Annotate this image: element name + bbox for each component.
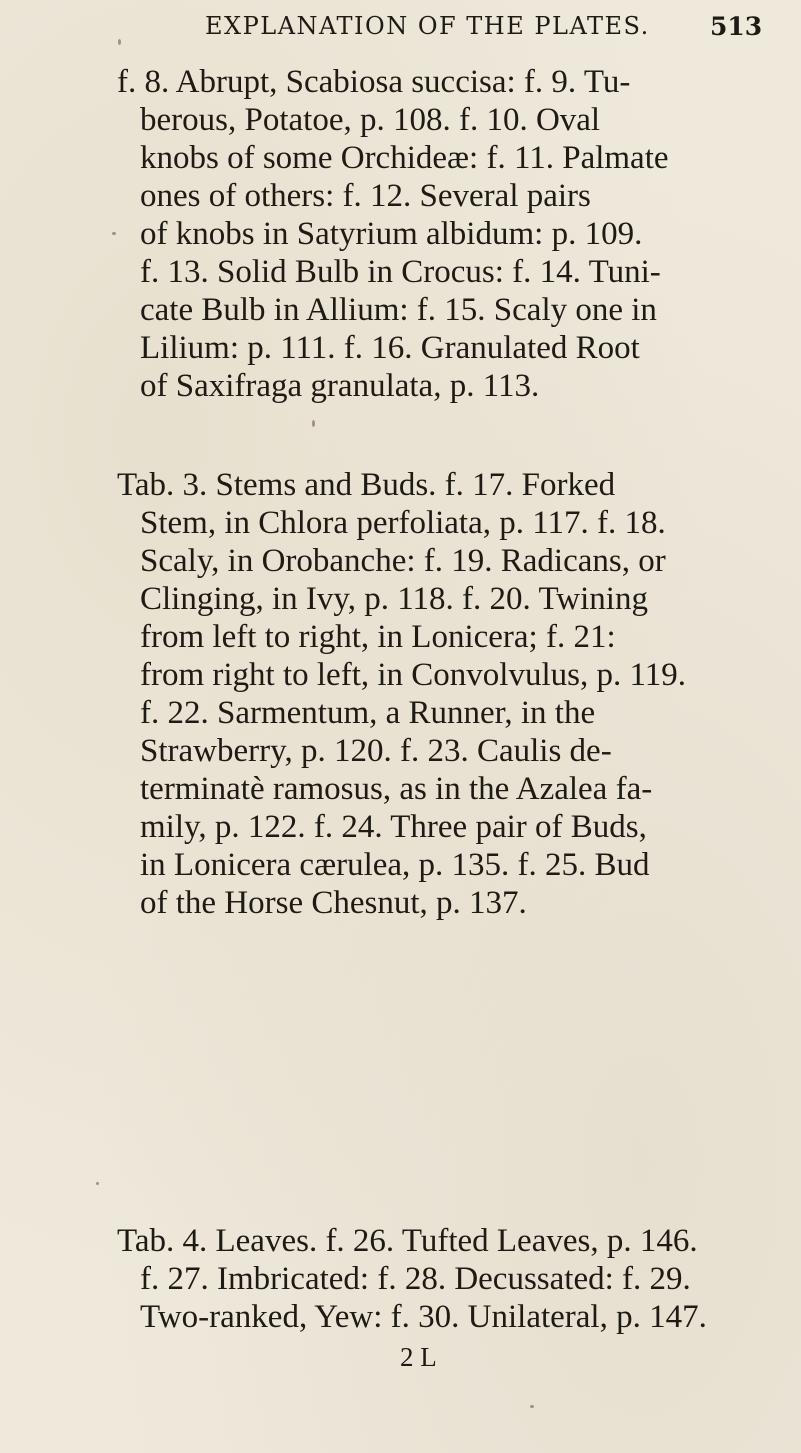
text-line: f. 13. Solid Bulb in Crocus: f. 14. Tuni-: [140, 254, 661, 290]
text-line: knobs of some Orchideæ: f. 11. Palmate: [140, 140, 669, 176]
text-line: Tab. 4. Leaves. f. 26. Tufted Leaves, p. 146.: [117, 1223, 698, 1259]
text-line: berous, Potatoe, p. 108. f. 10. Oval: [140, 102, 601, 138]
text-line: of Saxifraga granulata, p. 113.: [140, 368, 540, 404]
paper-speck: [118, 39, 121, 45]
text-line: Two-ranked, Yew: f. 30. Unilateral, p. 147.: [140, 1299, 707, 1335]
paper-speck: [112, 232, 116, 235]
text-line: f. 27. Imbricated: f. 28. Decussated: f. 29.: [140, 1261, 691, 1297]
paper-speck: [312, 420, 315, 427]
text-line: from right to left, in Convolvulus, p. 119.: [140, 657, 686, 693]
paper-speck: [530, 1405, 534, 1408]
text-line: terminatè ramosus, as in the Azalea fa-: [140, 771, 653, 807]
text-line: of knobs in Satyrium albidum: p. 109.: [140, 216, 643, 252]
text-line: Lilium: p. 111. f. 16. Granulated Root: [140, 330, 640, 366]
text-line: of the Horse Chesnut, p. 137.: [140, 885, 527, 921]
text-line: cate Bulb in Allium: f. 15. Scaly one in: [140, 292, 657, 328]
text-line: Stem, in Chlora perfoliata, p. 117. f. 18.: [140, 505, 666, 541]
text-line: Clinging, in Ivy, p. 118. f. 20. Twining: [140, 581, 648, 617]
text-line: ones of others: f. 12. Several pairs: [140, 178, 591, 214]
text-line: f. 8. Abrupt, Scabiosa succisa: f. 9. Tu-: [117, 64, 631, 100]
text-line: f. 22. Sarmentum, a Runner, in the: [140, 695, 596, 731]
text-line: Tab. 3. Stems and Buds. f. 17. Forked: [117, 467, 616, 503]
text-line: mily, p. 122. f. 24. Three pair of Buds,: [140, 809, 647, 845]
paper-speck: [96, 1182, 99, 1185]
text-line: in Lonicera cærulea, p. 135. f. 25. Bud: [140, 847, 650, 883]
text-line: from left to right, in Lonicera; f. 21:: [140, 619, 616, 655]
running-title: EXPLANATION OF THE PLATES.: [205, 12, 650, 40]
text-line: Strawberry, p. 120. f. 23. Caulis de-: [140, 733, 612, 769]
text-line: Scaly, in Orobanche: f. 19. Radicans, or: [140, 543, 666, 579]
page-number: 513: [710, 12, 763, 41]
signature-mark: 2 L: [400, 1342, 437, 1372]
